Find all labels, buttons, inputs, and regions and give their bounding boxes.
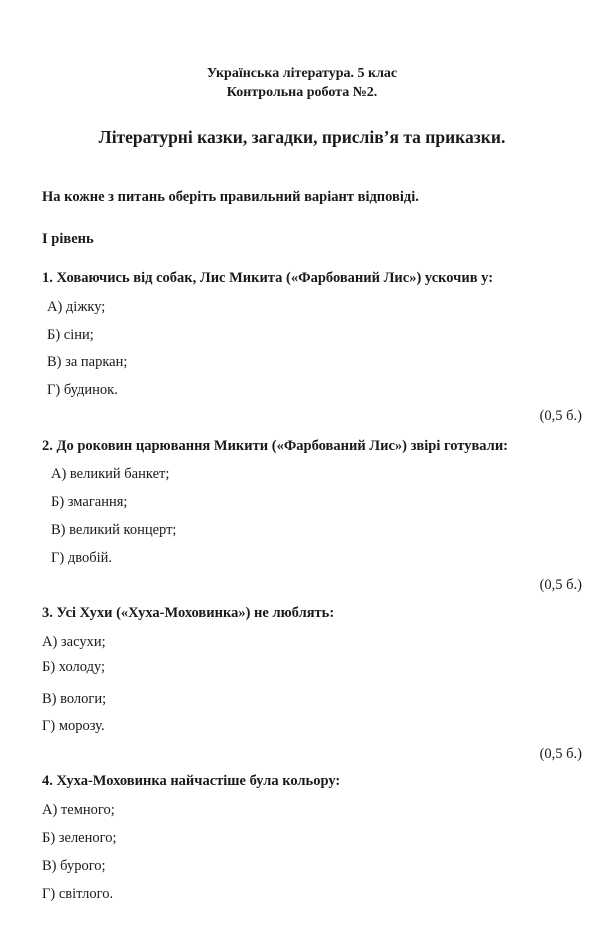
q3-points: (0,5 б.)	[539, 746, 582, 762]
q4-option-b: Б) зеленого;	[42, 830, 117, 846]
q3-option-c: В) вологи;	[42, 691, 107, 707]
q4-option-c: В) бурого;	[42, 858, 106, 874]
level-heading: І рівень	[42, 231, 94, 247]
q1-option-a: А) діжку;	[47, 299, 106, 315]
q2-option-b: Б) змагання;	[51, 494, 128, 510]
question-4: 4. Хуха-Моховинка найчастіше була кольору:	[42, 773, 341, 789]
q3-option-b: Б) холоду;	[42, 659, 106, 675]
question-2: 2. До роковин царювання Микити («Фарбований Лис») звірі готували:	[42, 438, 508, 454]
q1-option-c: В) за паркан;	[47, 354, 128, 370]
q2-option-c: В) великий концерт;	[51, 522, 177, 538]
question-3: 3. Усі Хухи («Хуха-Моховинка») не люблять:	[42, 605, 335, 621]
subject-title: Українська література. 5 клас	[206, 66, 398, 81]
q1-option-b: Б) сіни;	[47, 327, 94, 343]
question-1: 1. Ховаючись від собак, Лис Микита («Фарбований Лис») ускочив у:	[42, 270, 494, 286]
q2-option-a: А) великий банкет;	[51, 466, 170, 482]
q2-points: (0,5 б.)	[539, 577, 582, 593]
q2-option-d: Г) двобій.	[51, 550, 113, 566]
topic-title: Літературні казки, загадки, прислів’я та приказки.	[98, 127, 506, 147]
test-title: Контрольна робота №2.	[226, 85, 378, 100]
q4-option-a: А) темного;	[42, 802, 115, 818]
q3-option-d: Г) морозу.	[42, 718, 105, 734]
q1-option-d: Г) будинок.	[47, 382, 118, 398]
q3-option-a: А) засухи;	[42, 634, 106, 650]
instruction-text: На кожне з питань оберіть правильний варіант відповіді.	[42, 189, 419, 205]
q4-option-d: Г) світлого.	[42, 886, 114, 902]
q1-points: (0,5 б.)	[539, 408, 582, 424]
